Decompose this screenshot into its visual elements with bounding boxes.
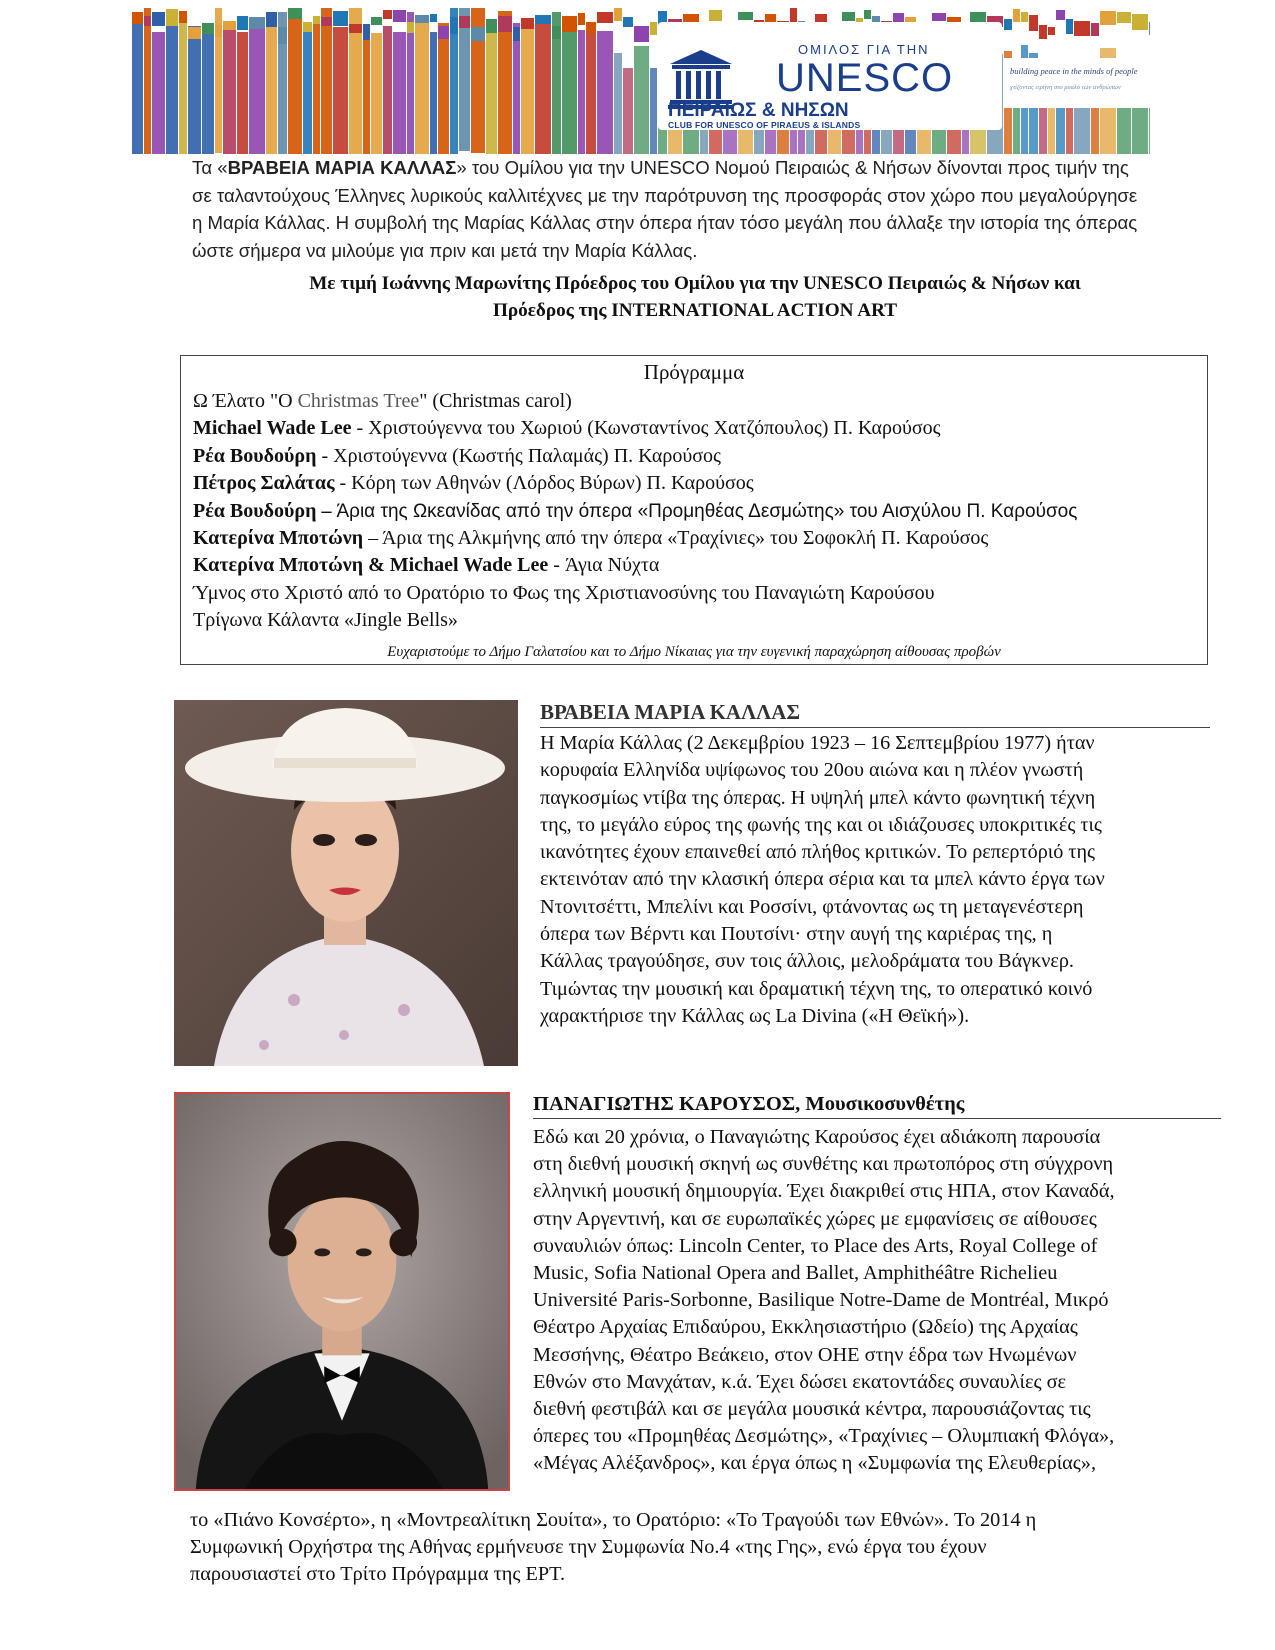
program-item (193, 525, 1203, 552)
program-thanks: Ευχαριστούμε το Δήμο Γαλατσίου και το Δήμο Νίκαιας για την ευγενική παραχώρηση αίθουσας προβών (387, 644, 1001, 660)
bio-line: Εδώ και 20 χρόνια, ο Παναγιώτης Καρούσος έχει αδιάκοπη παρουσία (533, 1126, 1101, 1148)
intro-award-name: ΒΡΑΒΕΙΑ ΜΑΡΙΑ ΚΑΛΛΑΣ (227, 157, 457, 178)
callas-section-title: ΒΡΑΒΕΙΑ ΜΑΡΙΑ ΚΑΛΛΑΣ (540, 700, 1210, 728)
maria-callas-photo (174, 700, 518, 1066)
program-item (193, 388, 1203, 415)
bio-line: Μεσσήνης, Θέατρο Βεάκειο, στον ΟΗΕ στην έδρα των Ηνωμένων (533, 1343, 1077, 1366)
panagiotis-karousos-photo (174, 1092, 510, 1491)
karousos-bio-continued (190, 1507, 1230, 1589)
bio-line: Συμφωνική Ορχήστρα της Αθήνας ερμήνευσε την Συμφωνία Νο.4 «της Γης», ενώ έργα του έχουν (190, 1536, 987, 1559)
logo-unesco-text: UNESCO (776, 56, 954, 100)
unesco-club-logo (658, 22, 1002, 130)
bio-line: στην Αργεντινή, και σε ευρωπαϊκές χώρες με εμφανίσεις σε αίθουσες (533, 1207, 1097, 1230)
program-item-text: - Χριστούγεννα (Κωστής Παλαμάς) Π. Καρούσος (316, 444, 721, 467)
intro-paragraph (192, 154, 1212, 264)
program-item-text: Άρια της Ωκεανίδας από την όπερα «Προμηθέας Δεσμώτης» του Αισχύλου Π. Καρούσος (336, 500, 1078, 522)
bio-line: παγκοσμίως ντίβα της όπερας. Η υψηλή μπελ κάντο φωνητική τέχνη (540, 786, 1096, 809)
bio-line: Ντονιτσέττι, Μπελίνι και Ροσσίνι, φτάνοντας ως τη μεταγενέστερη (540, 895, 1084, 918)
bio-line: κορυφαία Ελληνίδα υψίφωνος του 20ου αιώνα και η πλέον γνωστή (540, 759, 1084, 782)
program-performer: Πέτρος Σαλάτας (193, 472, 335, 495)
program-title: Πρόγραμμα (643, 360, 745, 384)
slogan-block (1004, 58, 1150, 108)
bio-line: της, το μεγάλο εύρος της φωνής της και οι ιδιάζουσες υποκριτικές τις (540, 813, 1102, 836)
program-item (193, 415, 1203, 442)
program-item-text: - Χριστούγεννα του Χωριού (Κωνσταντίνος Χατζόπουλος) Π. Καρούσος (351, 417, 941, 440)
callas-bio (540, 730, 1210, 1030)
intro-line-text: » του Ομίλου για την UNESCO Νομού Πειραιώς & Νήσων δίνονται προς τιμήν της (456, 157, 1129, 178)
program-item-text: - Κόρη των Αθηνών (Λόρδος Βύρων) Π. Καρούσος (334, 472, 754, 495)
bio-line: Εθνών στο Μανχάταν, κ.ά. Έχει δώσει εκατοντάδες συναυλίες σε (533, 1370, 1067, 1393)
program-item (193, 552, 1203, 579)
bio-line: όπερα των Βέρντι και Πουτσίνι· στην αυγή της καριέρας της, η (540, 923, 1053, 946)
honor-line: Πρόεδρος της INTERNATIONAL ACTION ART (492, 300, 898, 321)
program-item (193, 443, 1203, 470)
bio-line: στη διεθνή μουσική σκηνή ως συνθέτης και πρωτοπόρος στη σύγχρονη (533, 1153, 1114, 1176)
program-item (193, 470, 1203, 497)
program-item: Τρίγωνα Κάλαντα «Jingle Bells» (193, 609, 458, 632)
bio-line: Θέατρο Αρχαίας Επιδαύρου, Εκκλησιαστήριο (Ωδείο) της Αρχαίας (533, 1316, 1078, 1339)
intro-line: ώστε σήμερα να μιλούμε για πριν και μετά την Μαρία Κάλλας. (192, 239, 698, 261)
bio-line: ελληνική μουσική δημιουργία. Έχει διακριθεί στις ΗΠΑ, στον Καναδά, (533, 1180, 1115, 1203)
intro-prefix: Τα « (192, 157, 228, 178)
program-performer: Michael Wade Lee (193, 417, 352, 440)
slogan-subtext: χτίζοντας ειρήνη στο μυαλό των ανθρώπων (1010, 84, 1121, 91)
program-performer: Κατερίνα Μποτώνη & Michael Wade Lee (193, 554, 549, 577)
bio-line: Music, Sofia National Opera and Ballet, Amphithéâtre Richelieu (533, 1262, 1058, 1285)
bio-line: χαρακτήρισε την Κάλλας ως La Divina («Η Θεϊκή»). (540, 1004, 970, 1027)
program-item-text: – Άρια της Αλκμήνης από την όπερα «Τραχίνιες» του Σοφοκλή Π. Καρούσος (363, 527, 989, 550)
bio-line: «Μέγας Αλέξανδρος», και έργα όπως η «Συμφωνία της Ελευθερίας», (533, 1452, 1097, 1475)
logo-caption-text: CLUB FOR UNESCO OF PIRAEUS & ISLANDS (668, 120, 861, 130)
program-item-text: - Άγια Νύχτα (548, 554, 660, 577)
program-list (193, 388, 1203, 635)
logo-top-text: ΟΜΙΛΟΣ ΓΙΑ ΤΗΝ (798, 42, 930, 57)
honor-statement (180, 270, 1210, 324)
intro-line: η Μαρία Κάλλας. Η συμβολή της Μαρίας Κάλλας στην όπερα ήταν τόσο μεγάλη που άλλαξε την ιστορία της όπερας (192, 212, 1138, 233)
bio-line: το «Πιάνο Κονσέρτο», η «Μοντρεαλίτικη Σουίτα», το Ορατόριο: «Το Τραγούδι των Εθνών». Το 2014 η (190, 1509, 1037, 1531)
bio-line: Η Μαρία Κάλλας (2 Δεκεμβρίου 1923 – 16 Σεπτεμβρίου 1977) ήταν (540, 732, 1095, 754)
intro-line (192, 154, 1212, 182)
header-banner (132, 8, 1150, 154)
program-performer: Ρέα Βουδούρη – (193, 499, 337, 522)
program-item-text: " (Christmas carol) (419, 390, 572, 412)
program-item-title: Christmas Tree (297, 390, 420, 412)
slogan-text: building peace in the minds of people (1010, 66, 1138, 76)
bio-line: Université Paris-Sorbonne, Basilique Notre-Dame de Montréal, Μικρό (533, 1289, 1109, 1312)
program-item (193, 498, 1203, 525)
bio-line: παρουσιαστεί στο Τρίτο Πρόγραμμα της ΕΡΤ. (190, 1563, 566, 1586)
logo-bottom-text: ΠΕΙΡΑΙΩΣ & ΝΗΣΩΝ (668, 100, 849, 121)
program-item-text: Ω Έλατο "O (193, 390, 298, 412)
program-performer: Ρέα Βουδούρη (193, 444, 317, 467)
intro-line: σε ταλαντούχους Έλληνες λυρικούς καλλιτέχνες με την παρότρυνση της προσφοράς στον χώρο που μεγαλούργησε (192, 184, 1138, 206)
karousos-bio (533, 1124, 1223, 1478)
bio-line: Κάλλας τραγούδησε, συν τοις άλλοις, μελοδράματα του Βάγκνερ. (540, 950, 1074, 973)
bio-line: όπερες του «Προμηθέας Δεσμώτης», «Τραχίνιες – Ολυμπιακή Φλόγα», (533, 1425, 1115, 1448)
bio-line: διεθνή φεστιβάλ και σε μεγάλα μουσικά κέντρα, παρουσιάζοντας τις (533, 1398, 1091, 1421)
bio-line: εκτεινόταν από την κλασική όπερα σέρια και τα μπελ κάντο έργα των (540, 868, 1105, 891)
honor-line: Με τιμή Ιωάννης Μαρωνίτης Πρόεδρος του Ομίλου για την UNESCO Πειραιώς & Νήσων και (309, 273, 1081, 294)
program-box (180, 355, 1208, 665)
program-item: Ύμνος στο Χριστό από το Ορατόριο το Φως της Χριστιανοσύνης του Παναγιώτη Καρούσου (193, 581, 935, 604)
karousos-section-title: ΠΑΝΑΓΙΩΤΗΣ ΚΑΡΟΥΣΟΣ, Μουσικοσυνθέτης (533, 1093, 1221, 1119)
bio-line: συναυλιών όπως: Lincoln Center, το Place des Arts, Royal College of (533, 1234, 1098, 1257)
program-performer: Κατερίνα Μποτώνη (193, 527, 364, 550)
bio-line: Τιμώντας την μουσική και δραματική τέχνη της, το οπερατικό κοινό (540, 977, 1093, 1000)
bio-line: ικανότητες έχουν επαινεθεί από πλήθος κριτικών. Το ρεπερτόριό της (540, 841, 1096, 864)
